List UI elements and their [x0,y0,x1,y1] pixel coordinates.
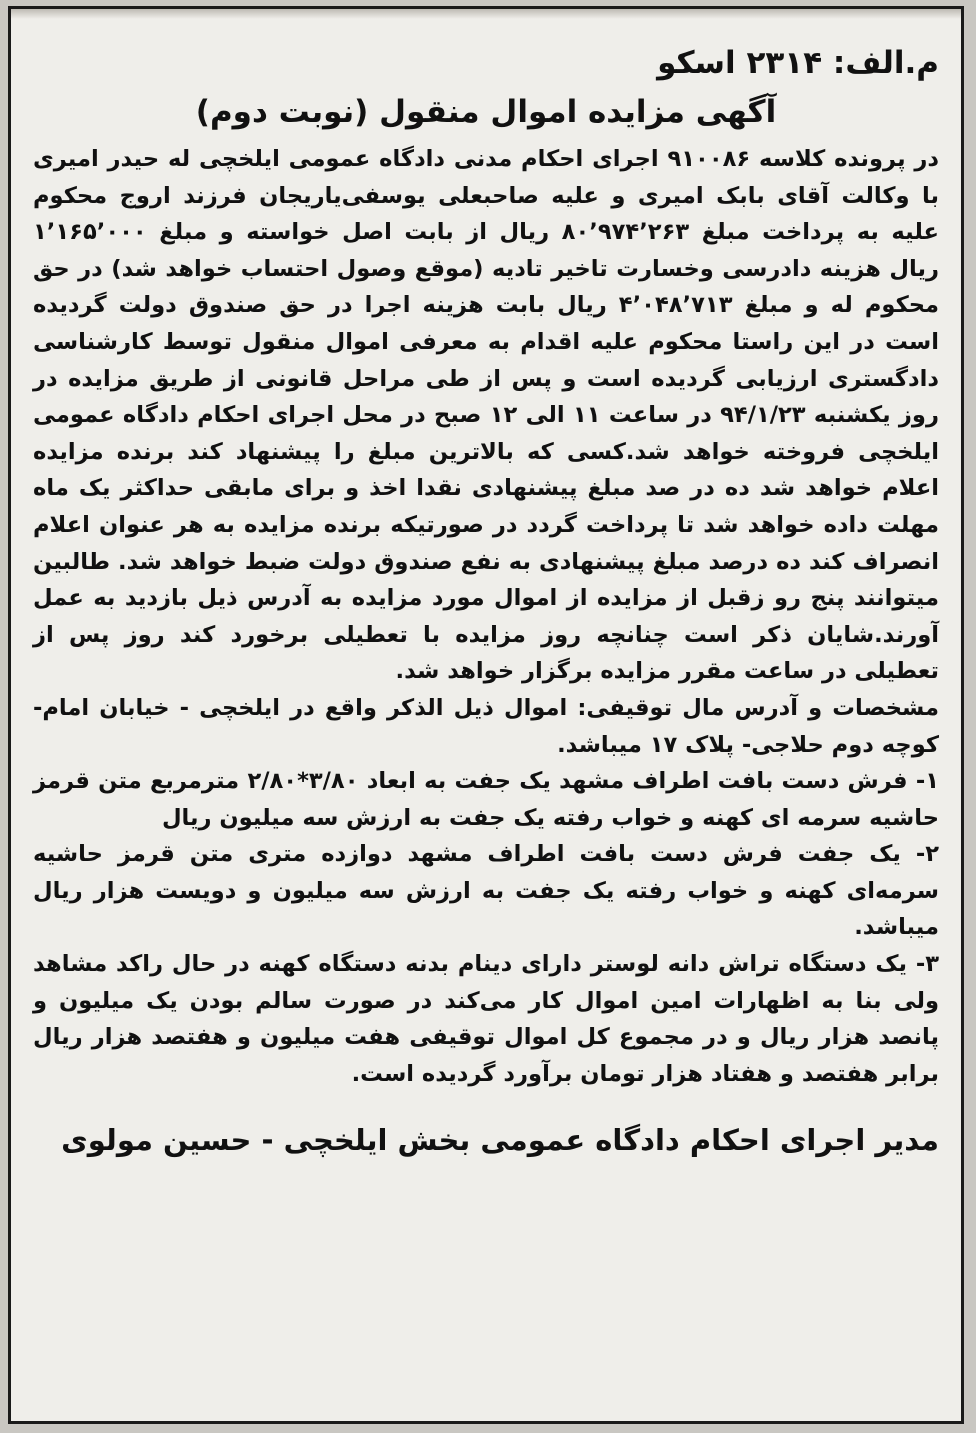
notice-code: م.الف: ۲۳۱۴ اسکو [657,45,939,81]
paper-fold [11,9,961,19]
signature-line: مدیر اجرای احکام دادگاه عمومی بخش ایلخچی - حسین مولوی [61,1123,939,1158]
notice-body: در پرونده کلاسه ۹۱۰۰۸۶ اجرای احکام مدنی دادگاه عمومی ایلخچی له حیدر امیری با وکالت آقای بابک امیری و علیه صاحبعلی یوسفی‌یاریجان فرزند اروج محکوم علیه به پرداخت مبلغ ۸۰٬۹۷۴٬۲۶۳ ریال از بابت اصل خواسته و مبلغ ۱٬۱۶۵٬۰۰۰ ریال هزینه دادرسی وخسارت تاخیر تادیه (موقع وصول احتساب خواهد شد) در حق محکوم له و مبلغ ۴٬۰۴۸٬۷۱۳ ریال بابت هزینه اجرا در حق صندوق دولت گردیده است در این راستا محکوم علیه اقدام به معرفی اموال منقول توسط کارشناسی دادگستری ارزیابی گردیده است و پس از طی مراحل قانونی از طریق مزایده در روز یکشنبه ۹۴/۱/۲۳ در ساعت ۱۱ الی ۱۲ صبح در محل اجرای احکام دادگاه عمومی ایلخچی فروخته خواهد شد.کسی که بالاترین مبلغ را پیشنهاد کند برنده مزایده اعلام خواهد شد ده در صد مبلغ پیشنهادی نقدا اخذ و برای مابقی حداکثر یک ماه مهلت داده خواهد شد تا پرداخت گردد در صورتیکه برنده مزایده به هر عنوان اعلام انصراف کند ده درصد مبلغ پیشنهادی به نفع صندوق دولت ضبط خواهد شد. طالبین میتوانند پنج رو زقبل از مزایده از اموال مورد مزایده به آدرس ذیل بازدید به عمل آورند.شایان ذکر است چنانچه روز مزایده با تعطیلی برخورد کند روز پس از تعطیلی در ساعت مقرر مزایده برگزار خواهد شد. [33,146,939,685]
item-list [33,763,939,1092]
list-item: ۲- یک جفت فرش دست بافت اطراف مشهد دوازده متری متن قرمز حاشیه سرمه‌ای کهنه و خواب رفته یک جفت به ارزش سه میلیون و دویست هزار ریال میباشد. [33,841,939,941]
list-item: ۳- یک دستگاه تراش دانه لوستر دارای دینام بدنه دستگاه کهنه در حال راکد مشاهد ولی بنا به اظهارات امین اموال کار می‌کند در صورت سالم بودن یک میلیون و پانصد هزار ریال و در مجموع کل اموال توقیفی هفت میلیون و هفتصد هزار ریال برابر هفتصد و هفتاد هزار تومان برآورد گردیده است. [33,951,939,1087]
auction-notice [8,6,964,1424]
list-item: ۱- فرش دست بافت اطراف مشهد یک جفت به ابعاد ۳/۸۰*۲/۸۰ مترمربع متن قرمز حاشیه سرمه ای کهنه و خواب رفته یک جفت به ارزش سه میلیون ریال [33,768,939,831]
notice-title: آگهی مزایده اموال منقول (نوبت دوم) [195,94,777,130]
seized-property-details: مشخصات و آدرس مال توقیفی: اموال ذیل الذکر واقع در ایلخچی - خیابان امام- کوچه دوم حلاجی- پلاک ۱۷ میباشد. [33,694,939,758]
